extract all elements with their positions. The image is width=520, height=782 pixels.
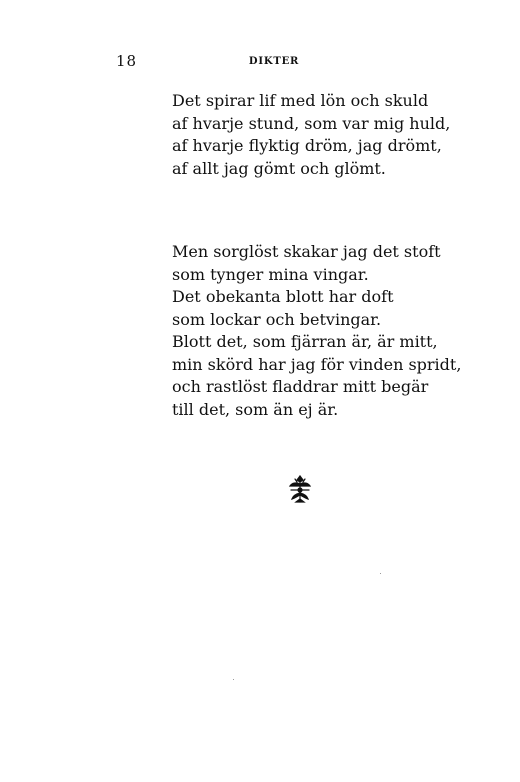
verse-line: som tynger mina vingar. (172, 264, 369, 284)
verse-line: som lockar och betvingar. (172, 309, 382, 329)
page-number: 18 (116, 52, 138, 70)
running-title: DIKTER (248, 56, 300, 67)
verse-line: af hvarje flyktig dröm, jag drömt, (172, 136, 442, 155)
verse-line: Blott det, som fjärran är, är mitt, (172, 332, 438, 351)
paper-speck (233, 679, 234, 680)
stanza-2 (172, 241, 461, 421)
verse-line: Men sorglöst skakar jag det stoft (172, 242, 441, 261)
verse-line: min skörd har jag för vinden spridt, (172, 354, 462, 374)
verse-line: Det obekanta blott har doft (172, 287, 394, 306)
verse-line: af hvarje stund, som var mig huld, (172, 113, 451, 133)
paper-speck (380, 573, 381, 574)
verse-line: till det, som än ej är. (172, 399, 339, 419)
verse-line: af allt jag gömt och glömt. (172, 158, 386, 178)
verse-line: och rastlöst fladdrar mitt begär (172, 377, 429, 396)
stanza-1 (172, 90, 450, 180)
verse-line: Det spirar lif med lön och skuld (172, 91, 429, 110)
floral-ornament-icon (286, 473, 314, 505)
